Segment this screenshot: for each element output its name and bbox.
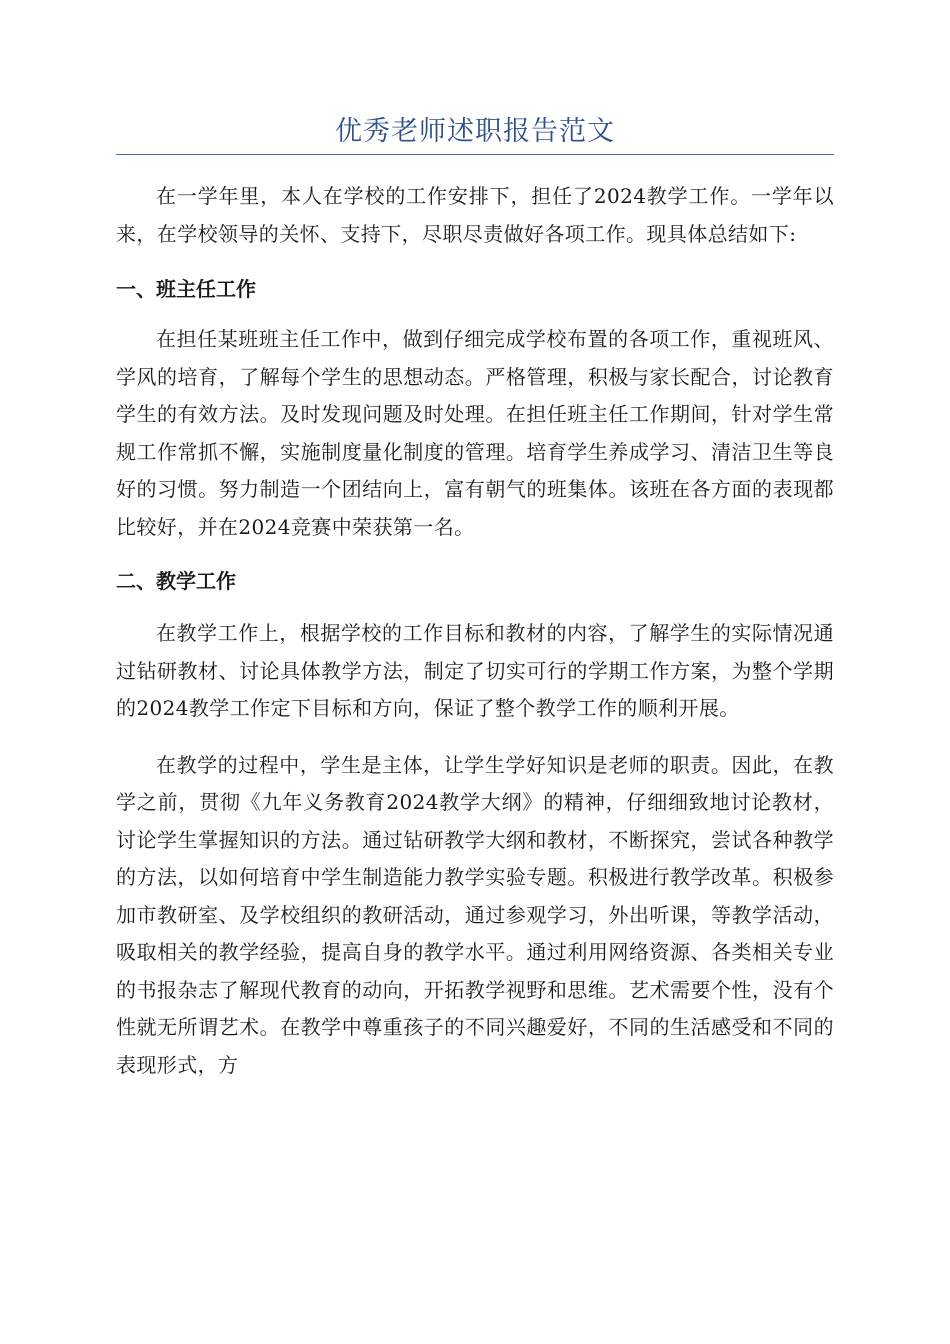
document-title: 优秀老师述职报告范文 <box>116 112 834 155</box>
section-heading-class-teacher: 一、班主任工作 <box>116 277 256 301</box>
document-page <box>116 112 834 1084</box>
section-heading-teaching: 二、教学工作 <box>116 569 236 593</box>
section-paragraph-teaching-2: 在教学的过程中，学生是主体，让学生学好知识是老师的职责。因此，在教学之前，贯彻《九年义务教育2024教学大纲》的精神，仔细细致地讨论教材，讨论学生掌握知识的方法。通过钻研教学大纲和教材，不断探究，尝试各种教学的方法，以如何培育中学生制造能力教学实验专题。积极进行教学改革。积极参加市教研室、及学校组织的教研活动，通过参观学习，外出听课，等教学活动，吸取相关的教学经验，提高自身的教学水平。通过利用网络资源、各类相关专业的书报杂志了解现代教育的动向，开拓教学视野和思维。艺术需要个性，没有个性就无所谓艺术。在教学中尊重孩子的不同兴趣爱好，不同的生活感受和不同的表现形式，方 <box>116 752 834 1077</box>
intro-paragraph: 在一学年里，本人在学校的工作安排下，担任了2024教学工作。一学年以来，在学校领导的关怀、支持下，尽职尽责做好各项工作。现具体总结如下: <box>116 184 834 246</box>
section-paragraph-teaching-1: 在教学工作上，根据学校的工作目标和教材的内容，了解学生的实际情况通过钻研教材、讨论具体教学方法，制定了切实可行的学期工作方案，为整个学期的2024教学工作定下目标和方向，保证了整个教学工作的顺利开展。 <box>116 621 834 720</box>
section-paragraph-class-teacher: 在担任某班班主任工作中，做到仔细完成学校布置的各项工作，重视班风、学风的培育，了解每个学生的思想动态。严格管理，积极与家长配合，讨论教育学生的有效方法。及时发现问题及时处理。在担任班主任工作期间，针对学生常规工作常抓不懈，实施制度量化制度的管理。培育学生养成学习、清洁卫生等良好的习惯。努力制造一个团结向上，富有朝气的班集体。该班在各方面的表现都比较好，并在2024竞赛中荣获第一名。 <box>116 327 834 539</box>
